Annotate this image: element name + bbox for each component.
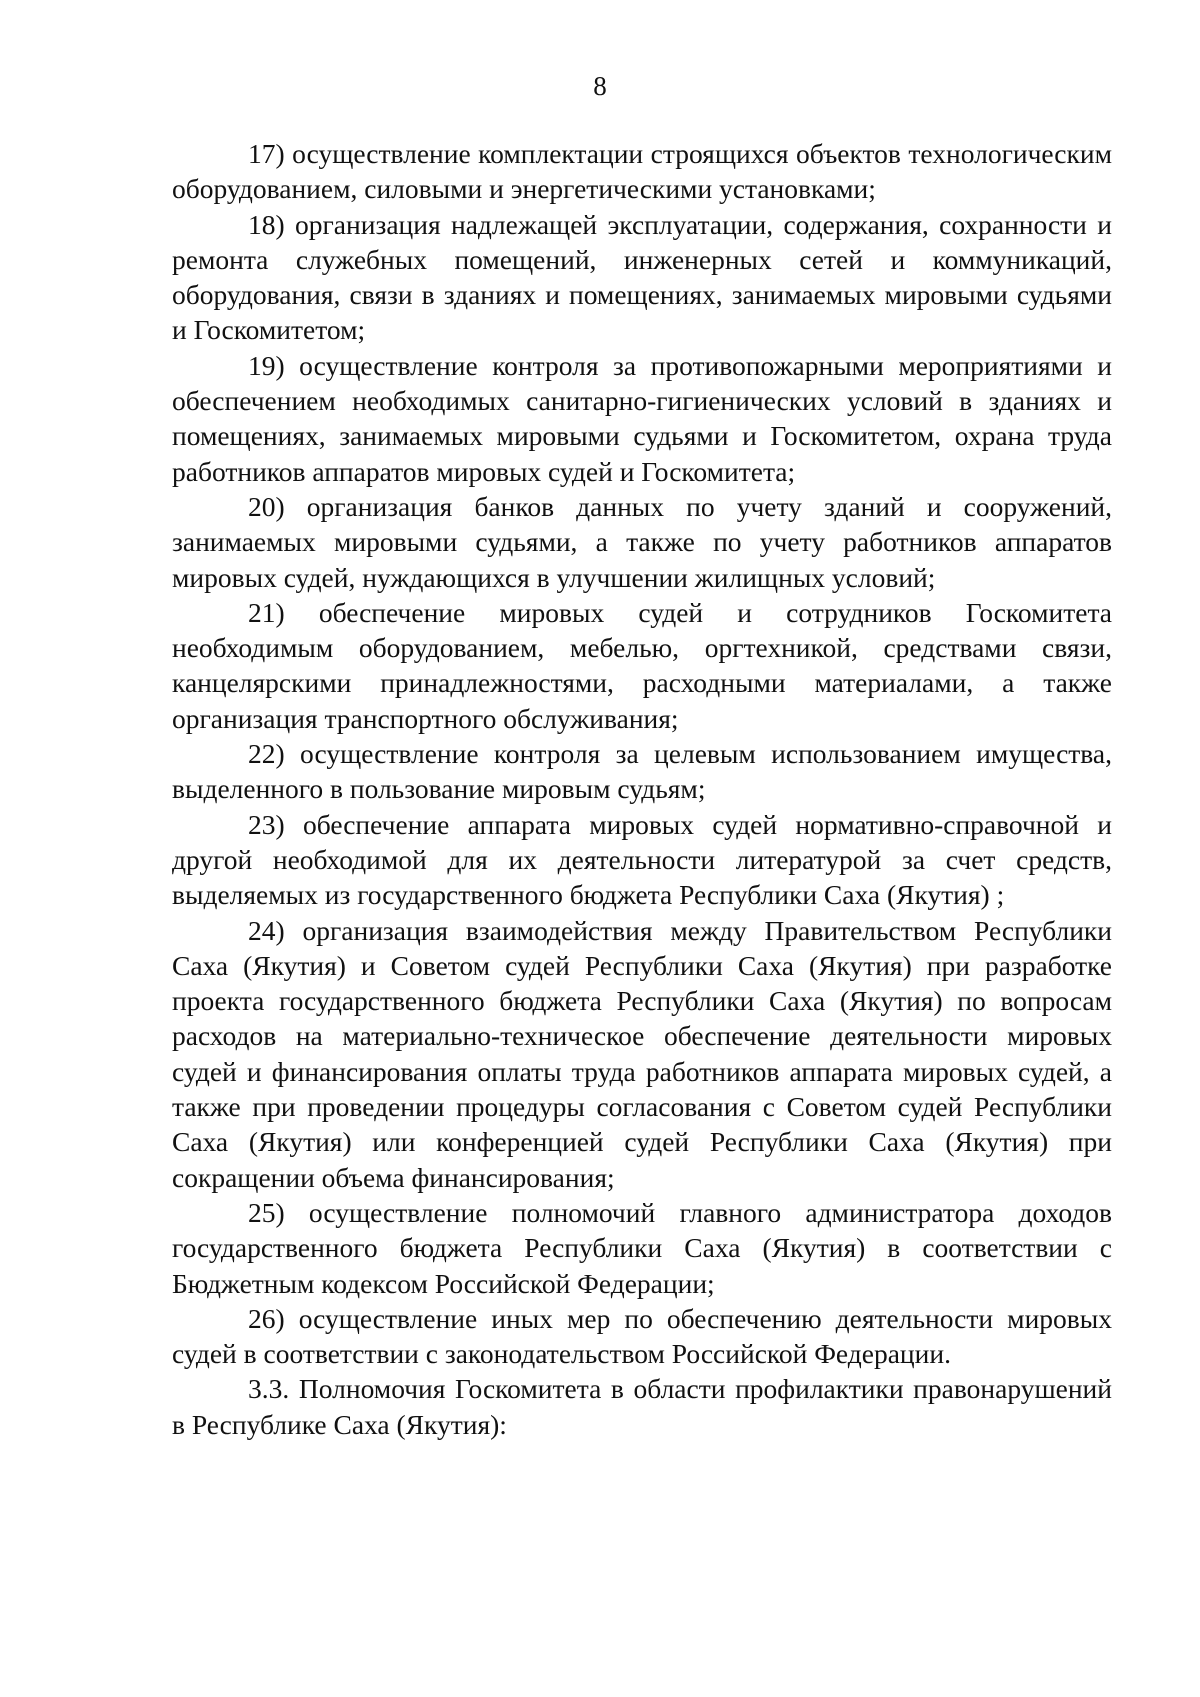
- paragraph-item-25: 25) осуществление полномочий главного администратора доходов государственного бюджета Республики Саха (Якутия) в соответствии с Бюджетным кодексом Российской Федерации;: [172, 1196, 1112, 1299]
- paragraph-item-22: 22) осуществление контроля за целевым использованием имущества, выделенного в пользование мировым судьям;: [172, 738, 1112, 805]
- document-body: [172, 136, 1112, 1442]
- section-heading-3-3: 3.3. Полномочия Госкомитета в области профилактики правонарушений в Республике Саха (Якутия):: [172, 1373, 1112, 1440]
- page-number: 8: [593, 71, 607, 101]
- paragraph-item-23: 23) обеспечение аппарата мировых судей нормативно-справочной и другой необходимой для их деятельности литературой за счет средств, выделяемых из государственного бюджета Республики Саха (Якутия) ;: [172, 808, 1112, 911]
- paragraph-item-21: 21) обеспечение мировых судей и сотрудников Госкомитета необходимым оборудованием, мебелью, оргтехникой, средствами связи, канцелярскими принадлежностями, расходными материалами, а также организация транспортного обслуживания;: [172, 596, 1112, 734]
- paragraph-item-24: 24) организация взаимодействия между Правительством Республики Саха (Якутия) и Советом судей Республики Саха (Якутия) при разработке проекта государственного бюджета Республики Саха (Якутия) по вопросам расходов на материально-техническое обеспечение деятельности мировых судей и финансирования оплаты труда работников аппарата мировых судей, а также при проведении процедуры согласования с Советом судей Республики Саха (Якутия) или конференцией судей Республики Саха (Якутия) при сокращении объема финансирования;: [172, 914, 1112, 1193]
- paragraph-item-26: 26) осуществление иных мер по обеспечению деятельности мировых судей в соответствии с законодательством Российской Федерации.: [172, 1302, 1112, 1370]
- paragraph-item-18: 18) организация надлежащей эксплуатации, содержания, сохранности и ремонта служебных помещений, инженерных сетей и коммуникаций, оборудования, связи в зданиях и помещениях, занимаемых мировыми судьями и Госкомитетом;: [172, 208, 1112, 346]
- paragraph-item-20: 20) организация банков данных по учету зданий и сооружений, занимаемых мировыми судьями, а также по учету работников аппаратов мировых судей, нуждающихся в улучшении жилищных условий;: [172, 490, 1112, 593]
- paragraph-item-19: 19) осуществление контроля за противопожарными мероприятиями и обеспечением необходимых санитарно-гигиенических условий в зданиях и помещениях, занимаемых мировыми судьями и Госкомитетом, охрана труда работников аппаратов мировых судей и Госкомитета;: [172, 349, 1112, 487]
- paragraph-item-17: 17) осуществление комплектации строящихся объектов технологическим оборудованием, силовыми и энергетическими установками;: [172, 138, 1112, 205]
